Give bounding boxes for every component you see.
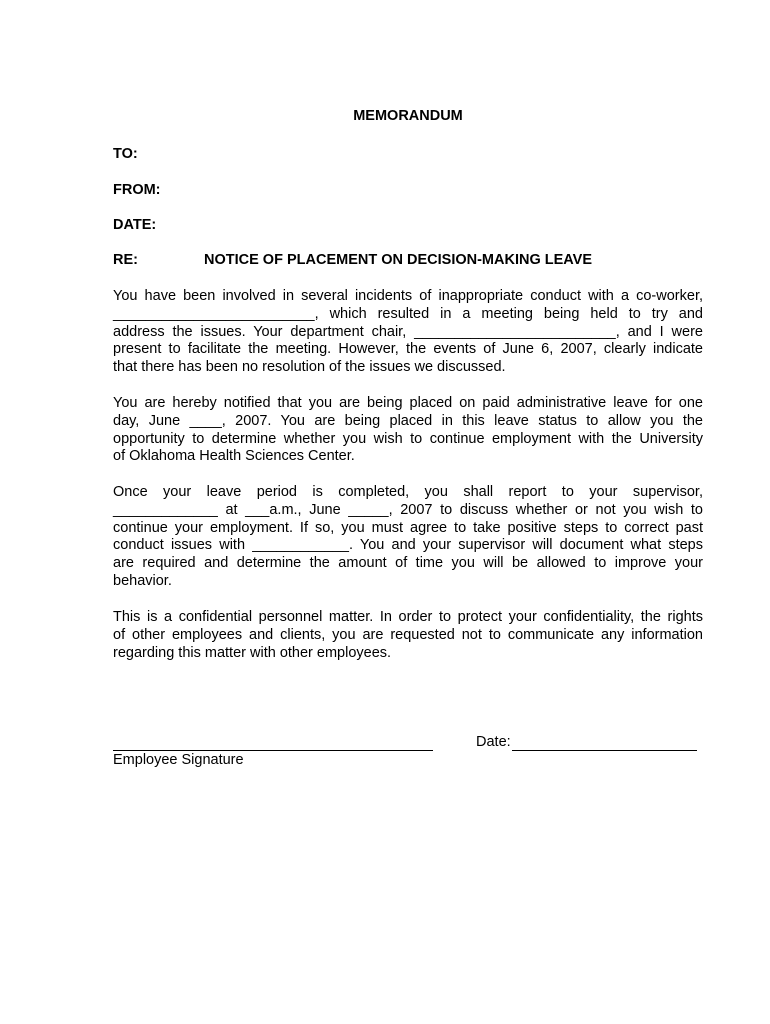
signature-date-field[interactable] [512,736,697,751]
paragraph-leave-notice [113,395,703,466]
date-label: DATE: [113,217,157,233]
to-label: TO: [113,146,138,162]
paragraph-line: of Oklahoma Health Sciences Center. [113,448,355,465]
paragraph-line: present to facilitate the meeting. However, the events of June 6, 2007, clearly indicate [113,341,703,358]
paragraph-confidential [113,609,703,662]
paragraph-line: Once your leave period is completed, you shall report to your supervisor, [113,484,703,500]
paragraph-line: You have been involved in several incidents of inappropriate conduct with a co-worker, [113,288,703,304]
paragraph-line: address the issues. Your department chair, _________________________, and I were [113,323,703,340]
paragraph-return [113,484,703,591]
paragraph-line: _________________________, which resulted in a meeting being held to try and [113,305,703,322]
paragraph-line: behavior. [113,572,172,589]
memo-subject: NOTICE OF PLACEMENT ON DECISION-MAKING LEAVE [204,252,593,268]
paragraph-line: that there has been no resolution of the issues we discussed. [113,359,506,376]
paragraph-line: are required and determine the amount of time you will be allowed to improve your [113,555,703,572]
employee-signature-label: Employee Signature [113,752,244,768]
paragraph-line: continue your employment. If so, you must agree to take positive steps to correct past [113,519,703,536]
paragraph-line: _____________ at ___a.m., June _____, 2007 to discuss whether or not you wish to [113,501,703,518]
from-label: FROM: [113,182,161,198]
memo-title: MEMORANDUM [353,108,463,124]
paragraph-line: conduct issues with ____________. You and your supervisor will document what steps [113,537,703,554]
re-label: RE: [113,252,138,268]
paragraph-incidents [113,288,703,377]
employee-signature-field[interactable] [113,736,433,751]
paragraph-line: of other employees and clients, you are requested not to communicate any information [113,626,703,643]
signature-date-label: Date: [476,734,511,750]
paragraph-line: day, June ____, 2007. You are being placed in this leave status to allow you the [113,412,703,429]
paragraph-line: This is a confidential personnel matter. In order to protect your confidentiality, the rights [113,609,703,625]
paragraph-line: opportunity to determine whether you wish to continue employment with the University [113,430,703,447]
paragraph-line: You are hereby notified that you are being placed on paid administrative leave for one [113,395,703,411]
paragraph-line: regarding this matter with other employees. [113,644,392,661]
